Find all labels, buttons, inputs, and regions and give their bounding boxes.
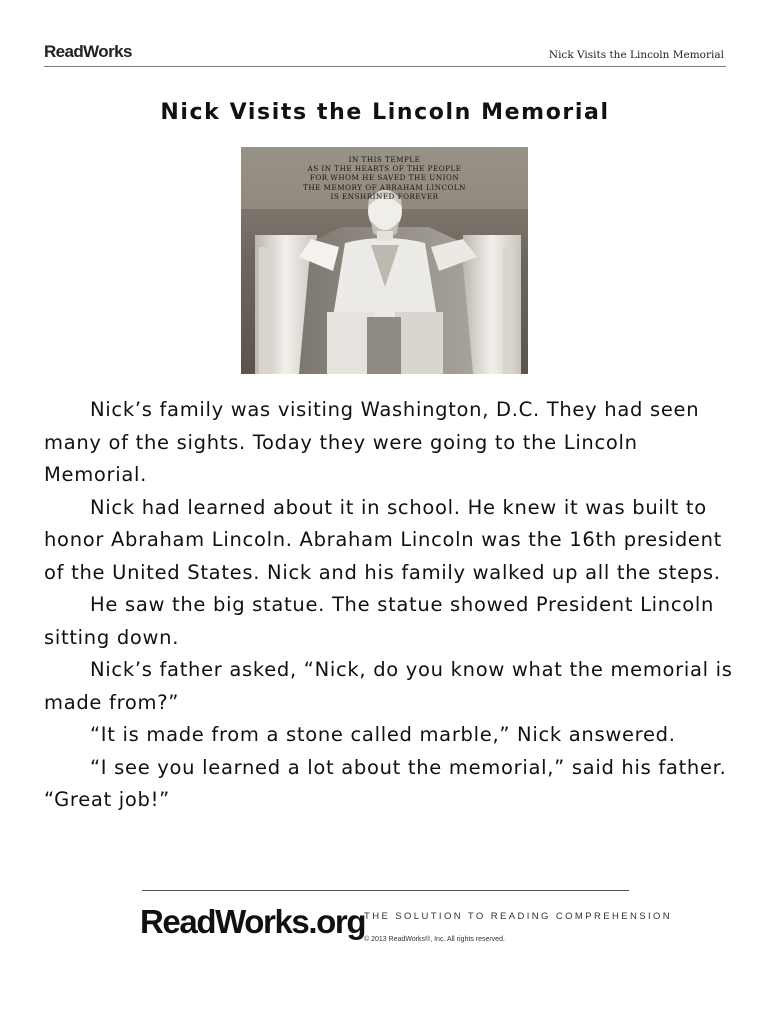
header-divider xyxy=(44,66,726,67)
inscription-line: THE MEMORY OF ABRAHAM LINCOLN xyxy=(303,182,466,192)
paragraph: “It is made from a stone called marble,” Nick answered. xyxy=(90,723,676,746)
paragraph: Nick had learned about it in school. He knew it was built to honor Abraham Lincoln. Abraham Lincoln was the 16th president of the United States. Nick and his family walked up all the steps. xyxy=(44,495,722,584)
page-title: Nick Visits the Lincoln Memorial xyxy=(160,100,610,125)
footer-copyright: © 2013 ReadWorks®, Inc. All rights reserved. xyxy=(364,936,505,943)
story-body xyxy=(44,394,734,817)
header-logo: ReadWorks xyxy=(44,42,132,61)
paragraph: He saw the big statue. The statue showed President Lincoln sitting down. xyxy=(44,593,715,649)
inscription-line: FOR WHOM HE SAVED THE UNION xyxy=(309,173,460,183)
header-running-title: Nick Visits the Lincoln Memorial xyxy=(548,49,724,61)
paragraph: Nick’s father asked, “Nick, do you know what the memorial is made from?” xyxy=(44,658,733,714)
inscription-line: IS ENSHRINED FOREVER xyxy=(330,191,439,201)
inscription-line: IN THIS TEMPLE xyxy=(348,155,421,164)
lincoln-statue-photo xyxy=(241,147,528,374)
footer-logo: ReadWorks.org xyxy=(140,903,366,940)
inscription-line: AS IN THE HEARTS OF THE PEOPLE xyxy=(307,164,462,174)
footer-divider xyxy=(142,890,629,891)
footer-tagline: THE SOLUTION TO READING COMPREHENSION xyxy=(364,911,673,922)
paragraph: “I see you learned a lot about the memorial,” said his father. “Great job!” xyxy=(44,755,727,811)
paragraph: Nick’s family was visiting Washington, D.C. They had seen many of the sights. Today they were going to the Lincoln Memorial. xyxy=(44,398,700,486)
memorial-inscription xyxy=(241,155,528,201)
